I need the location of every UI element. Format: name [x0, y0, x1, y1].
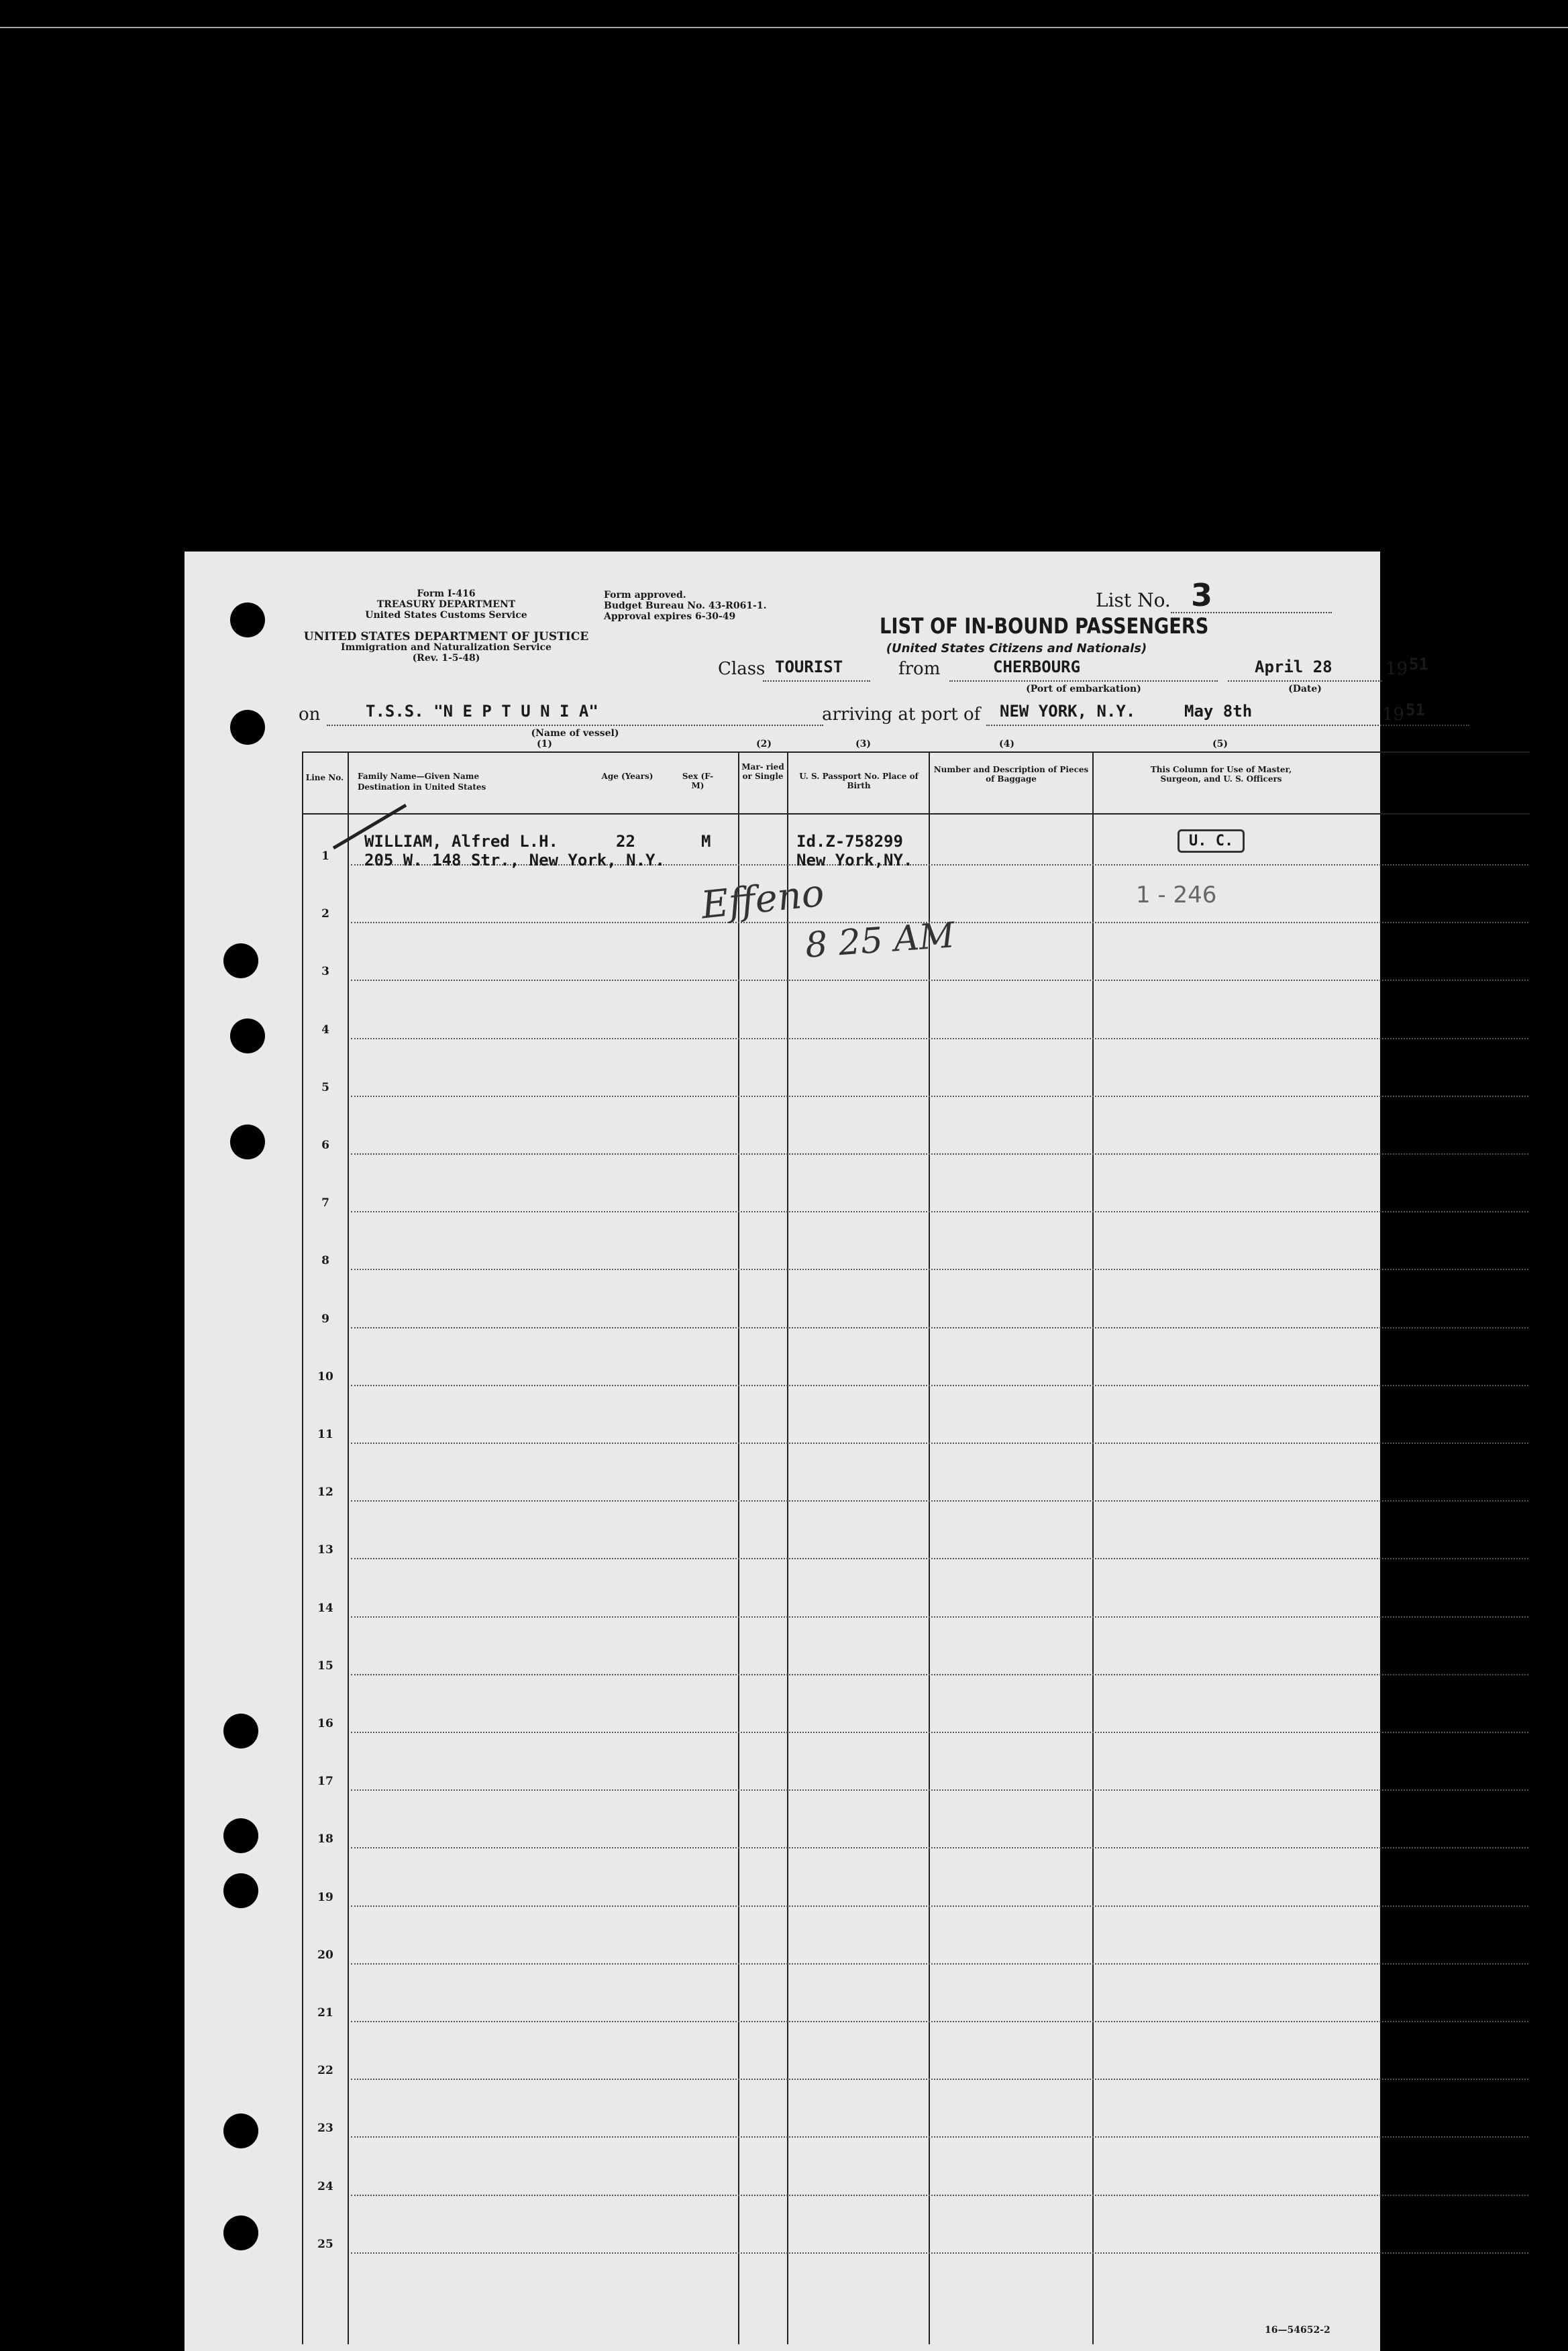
check-mark-icon	[331, 801, 411, 855]
from-label: from	[898, 659, 941, 679]
budget-bureau: Budget Bureau No. 43-R061-1.	[604, 600, 767, 611]
ruled-line	[351, 1385, 1528, 1386]
col-divider	[929, 751, 930, 2344]
ruled-line	[351, 1211, 1528, 1212]
ruled-line	[351, 980, 1528, 981]
ruled-line	[351, 1038, 1528, 1039]
col-number-1: (1)	[537, 739, 552, 749]
from-value: CHERBOURG	[993, 658, 1081, 676]
vessel-value: T.S.S. "N E P T U N I A"	[366, 702, 598, 721]
line-number: 15	[317, 1659, 333, 1673]
date-value: April 28	[1255, 658, 1332, 676]
line-number: 13	[317, 1543, 333, 1557]
arrival-line	[986, 725, 1469, 726]
arrival-year-prefix: 19	[1382, 704, 1405, 725]
arrival-date-value: May 8th	[1184, 702, 1253, 721]
ruled-line	[351, 2079, 1528, 2080]
col-divider	[738, 751, 739, 2344]
ruled-line	[351, 2021, 1528, 2022]
class-label: Class	[718, 659, 766, 679]
footer-code: 16—54652-2	[1265, 2325, 1330, 2336]
line-number: 11	[317, 1428, 333, 1441]
revision: (Rev. 1-5-48)	[412, 653, 480, 664]
col-header-line-no: Line No.	[305, 773, 344, 782]
ruled-line	[351, 1500, 1528, 1502]
col-header-married: Mar- ried or Single	[741, 762, 784, 781]
handwritten-time: 8 25 AM	[804, 915, 956, 966]
from-line	[949, 680, 1218, 682]
col-divider	[787, 751, 788, 2344]
col-header-passport: U. S. Passport No. Place of Birth	[799, 772, 919, 790]
punch-hole	[223, 943, 258, 978]
vessel-line	[327, 725, 823, 726]
punch-hole	[223, 2113, 258, 2148]
line-number: 9	[321, 1312, 329, 1326]
class-value: TOURIST	[775, 658, 843, 676]
line-number: 21	[317, 2006, 333, 2020]
punch-hole	[230, 1125, 265, 1159]
punch-hole	[230, 1018, 265, 1053]
ruled-line	[351, 1616, 1528, 1618]
col-divider	[1092, 751, 1094, 2344]
line-number: 12	[317, 1485, 333, 1500]
ruled-line	[351, 1674, 1528, 1675]
form-approved: Form approved.	[604, 590, 686, 600]
ruled-line	[351, 1732, 1528, 1733]
manifest-page	[185, 552, 1428, 2351]
form-number: Form I-416	[417, 588, 476, 599]
col-number-5: (5)	[1212, 739, 1228, 749]
line-number: 18	[317, 1832, 333, 1846]
arriving-label: arriving at port of	[822, 704, 981, 725]
port-caption: (Port of embarkation)	[1026, 684, 1141, 694]
officer-note: 1 - 246	[1136, 882, 1217, 908]
line-number: 6	[321, 1139, 329, 1152]
line-number: 22	[317, 2064, 333, 2078]
ruled-line	[351, 1096, 1528, 1097]
ruled-line	[351, 1963, 1528, 1965]
col-header-age: Age (Years)	[601, 772, 654, 781]
vessel-caption: (Name of vessel)	[531, 728, 619, 739]
ruled-line	[351, 1905, 1528, 1907]
col-header-destination: Destination in United States	[358, 782, 486, 792]
ruled-line	[351, 1443, 1528, 1444]
line-number: 19	[317, 1890, 333, 1904]
col-header-baggage: Number and Description of Pieces of Baggage	[933, 765, 1089, 784]
col-header-sex: Sex (F-M)	[682, 772, 714, 790]
line-number: 5	[321, 1080, 329, 1094]
passport-number: Id.Z-758299	[796, 832, 903, 851]
ruled-line	[351, 1789, 1528, 1791]
line-number: 4	[321, 1023, 329, 1037]
form-title: LIST OF IN-BOUND PASSENGERS	[880, 613, 1209, 639]
punch-hole	[230, 603, 265, 637]
ruled-line	[351, 1153, 1528, 1155]
punch-hole	[223, 2215, 258, 2250]
form-subtitle: (United States Citizens and Nationals)	[886, 641, 1147, 656]
line-number: 14	[317, 1601, 333, 1615]
class-line	[763, 680, 870, 682]
line-number: 8	[321, 1254, 329, 1268]
line-number: 24	[317, 2179, 333, 2193]
punch-hole	[223, 1873, 258, 1908]
treasury-dept: TREASURY DEPARTMENT	[376, 599, 516, 610]
passenger-address: 205 W. 148 Str., New York, N.Y.	[364, 851, 665, 870]
passenger-sex: M	[701, 832, 711, 851]
line-number: 25	[317, 2237, 333, 2251]
ruled-line	[351, 2195, 1528, 2196]
passenger-age: 22	[616, 832, 635, 851]
col-number-4: (4)	[999, 739, 1014, 749]
handwritten-signature: Effeno	[699, 871, 827, 928]
ruled-line	[351, 1327, 1528, 1328]
line-number: 20	[317, 1948, 333, 1962]
ruled-line	[351, 1269, 1528, 1270]
place-of-birth: New York,NY.	[796, 851, 913, 870]
ins-service: Immigration and Naturalization Service	[341, 642, 552, 653]
date-line	[1228, 680, 1382, 682]
arrival-year-value: 51	[1406, 700, 1425, 719]
col-number-3: (3)	[855, 739, 871, 749]
year-value: 51	[1409, 655, 1428, 674]
ruled-line	[351, 1847, 1528, 1848]
line-number: 23	[317, 2122, 333, 2136]
arrival-port-value: NEW YORK, N.Y.	[1000, 702, 1136, 721]
line-number: 7	[321, 1196, 329, 1210]
officer-stamp: U. C.	[1178, 829, 1245, 853]
passenger-name: WILLIAM, Alfred L.H.	[364, 832, 558, 851]
col-number-2: (2)	[756, 739, 772, 749]
year-prefix: 19	[1386, 659, 1408, 679]
justice-dept: UNITED STATES DEPARTMENT OF JUSTICE	[303, 630, 589, 643]
ruled-line	[351, 1558, 1528, 1559]
line-number: 2	[321, 907, 329, 921]
ruled-line	[351, 2136, 1528, 2138]
customs-service: United States Customs Service	[365, 610, 527, 621]
col-header-name: Family Name—Given Name	[358, 772, 480, 781]
list-no-value: 3	[1191, 577, 1213, 613]
line-number: 17	[317, 1775, 333, 1789]
top-rule	[0, 27, 1568, 28]
punch-hole	[223, 1818, 258, 1853]
line-number: 16	[317, 1717, 333, 1730]
list-no-label: List No.	[1096, 589, 1171, 611]
header-bottom-border	[302, 813, 1530, 815]
punch-hole	[223, 1714, 258, 1748]
line-number: 10	[317, 1369, 333, 1383]
line-number: 3	[321, 965, 329, 979]
table-top-border	[302, 751, 1530, 753]
date-caption: (Date)	[1288, 684, 1322, 694]
on-label: on	[299, 704, 321, 725]
approval-expires: Approval expires 6-30-49	[604, 611, 736, 622]
ruled-line	[351, 2252, 1528, 2254]
line-number: 1	[321, 849, 329, 863]
punch-hole	[230, 710, 265, 745]
col-header-officer: This Column for Use of Master, Surgeon, and U. S. Officers	[1150, 765, 1292, 784]
